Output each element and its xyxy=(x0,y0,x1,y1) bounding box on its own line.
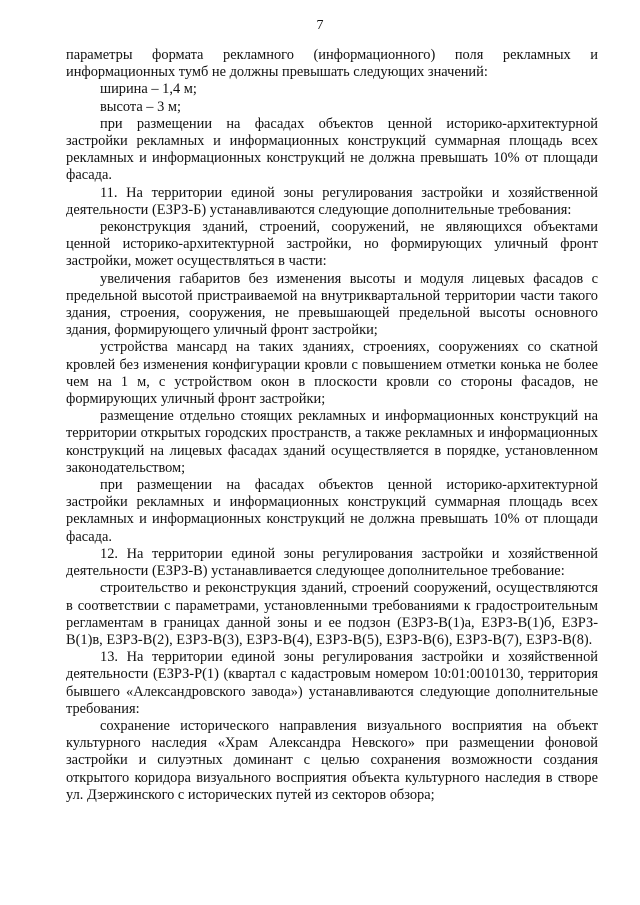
paragraph: размещение отдельно стоящих рекламных и информационных конструкций на территории открытых городских пространств, а также рекламных и информационных конструкций на лицевых фасадах зданий осуществляется в порядке, установленном законодательством; xyxy=(66,408,598,476)
paragraph: высота – 3 м; xyxy=(100,98,181,115)
paragraph: 13. На территории единой зоны регулирования застройки и хозяйственной деятельности (ЕЗРЗ-Р(1) (квартал с кадастровым номером 10:01:0010130, территория бывшего «Александровского завода») устанавливаются следующие дополнительные требования: xyxy=(66,649,598,717)
page-number: 7 xyxy=(316,18,324,33)
paragraph: при размещении на фасадах объектов ценной историко-архитектурной застройки рекламных и информационных конструкций суммарная площадь всех рекламных и информационных конструкций не должна превышать 10% от площади фасада. xyxy=(66,115,598,184)
paragraph: сохранение исторического направления визуального восприятия на объект культурного наследия «Храм Александра Невского» при размещении фоновой застройки и силуэтных доминант с целью сохранения возможности создания открытого коридора визуального восприятия объекта культурного наследия в створе ул. Дзержинского с исторических путей из секторов обзора; xyxy=(66,717,598,803)
paragraph: строительство и реконструкция зданий, строений сооружений, осуществляются в соответствии с параметрами, установленными требованиями к градостроительным регламентам в границах данной зоны и ее подзон (ЕЗРЗ-В(1)а, ЕЗРЗ-В(1)б, ЕЗРЗ-В(1)в, ЕЗРЗ-В(2), ЕЗРЗ-В(3), ЕЗРЗ-В(4), ЕЗРЗ-В(5), ЕЗРЗ-В(6), ЕЗРЗ-В(7), ЕЗРЗ-В(8). xyxy=(66,580,598,648)
paragraph: увеличения габаритов без изменения высоты и модуля лицевых фасадов с предельной высотой пристраиваемой на внутриквартальной территории части такого здания, строения, сооружения, не превышающей предельной высоты основного здания, формирующего уличный фронт застройки; xyxy=(66,270,598,339)
paragraph: реконструкция зданий, строений, сооружений, не являющихся объектами ценной историко-архитектурной застройки, но формирующих уличный фронт застройки, может осуществляться в части: xyxy=(66,219,598,270)
document-body xyxy=(66,47,598,804)
paragraph: ширина – 1,4 м; xyxy=(100,81,197,98)
paragraph: 12. На территории единой зоны регулирования застройки и хозяйственной деятельности (ЕЗРЗ-В) устанавливается следующее дополнительное требование: xyxy=(66,545,598,580)
paragraph: параметры формата рекламного (информационного) поля рекламных и информационных тумб не должны превышать следующих значений: xyxy=(66,47,598,81)
paragraph: устройства мансард на таких зданиях, строениях, сооружениях со скатной кровлей без изменения конфигурации кровли с повышением отметки конька не более чем на 1 м, с устройством окон в плоскости кровли со стороны фасадов, не формирующих уличный фронт застройки; xyxy=(66,339,598,408)
paragraph: 11. На территории единой зоны регулирования застройки и хозяйственной деятельности (ЕЗРЗ-Б) устанавливаются следующие дополнительные требования: xyxy=(66,184,598,218)
paragraph: при размещении на фасадах объектов ценной историко-архитектурной застройки рекламных и информационных конструкций суммарная площадь всех рекламных и информационных конструкций не должна превышать 10% от площади фасада. xyxy=(66,477,598,545)
